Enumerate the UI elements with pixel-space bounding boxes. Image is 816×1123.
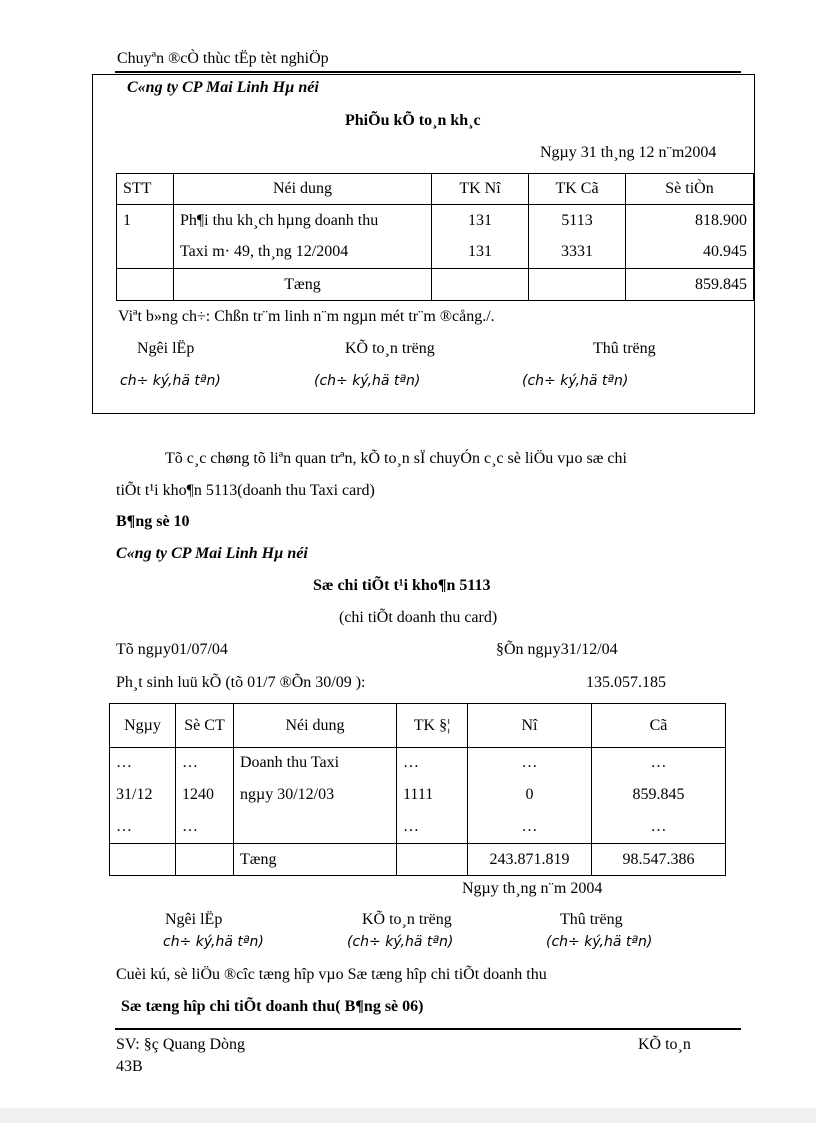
ledger-date-line: Ngµy th¸ng n¨m 2004 (462, 880, 603, 897)
ledger-sign-note-director: (ch÷ ký,hä tªn) (546, 934, 653, 950)
sign-note-preparer: ch÷ ký,hä tªn) (120, 373, 221, 389)
sign-note-chief: (ch÷ ký,hä tªn) (314, 373, 421, 389)
voucher-date: Ngµy 31 th¸ng 12 n¨m2004 (540, 144, 717, 161)
col-description: Néi dung (234, 704, 397, 748)
col-doc-no: Sè CT (176, 704, 234, 748)
ledger-total-credit: 98.547.386 (592, 844, 726, 876)
header-rule (115, 71, 741, 73)
table-row: … … … … … (110, 812, 726, 844)
voucher-table-header (117, 174, 754, 205)
col-amount: Sè tiÒn (626, 174, 754, 205)
voucher-total-row (117, 269, 754, 301)
ledger-total-row (110, 844, 726, 876)
from-date: Tõ ngµy01/07/04 (116, 641, 228, 658)
footer-student: SV: §ç Quang Dòng (116, 1036, 246, 1053)
ledger-signer-director: Thû trëng (560, 911, 623, 928)
voucher-company: C«ng ty CP Mai Linh Hµ néi (127, 79, 319, 96)
ledger-title: Sæ chi tiÕt t¹i kho¶n 5113 (313, 577, 491, 594)
ledger-total-label: Tæng (234, 844, 397, 876)
col-date: Ngµy (110, 704, 176, 748)
table-number-label: B¶ng sè 10 (116, 513, 190, 530)
col-debit-account: TK Nî (432, 174, 529, 205)
table-row: … … Doanh thu Taxi … … … (110, 748, 726, 778)
total-value: 859.845 (626, 269, 754, 301)
ledger-sign-note-preparer: ch÷ ký,hä tªn) (163, 934, 264, 950)
ledger-sign-note-chief: (ch÷ ký,hä tªn) (347, 934, 454, 950)
signer-director: Thû trëng (593, 340, 656, 357)
table-row: 31/12 1240 ngµy 30/12/03 1111 0 859.845 (110, 778, 726, 812)
table-row: 1 Ph¶i thu kh¸ch hµng doanh thu 131 5113 818.900 (117, 205, 754, 237)
col-stt: STT (117, 174, 174, 205)
signer-chief-accountant: KÕ to¸n trëng (345, 340, 435, 357)
closing-text: Cuèi kú, sè liÖu ®cîc tæng hîp vµo Sæ tæng hîp chi tiÕt doanh thu (116, 966, 547, 983)
to-date: §Õn ngµy31/12/04 (496, 641, 618, 658)
accumulated-label: Ph¸t sinh luü kÕ (tõ 01/7 ®Õn 30/09 ): (116, 674, 366, 691)
ledger-signer-chief: KÕ to¸n trëng (362, 911, 452, 928)
table-row: Taxi m· 49, th¸ng 12/2004 131 3331 40.945 (117, 237, 754, 269)
voucher-table (116, 173, 754, 301)
ledger-table-header (110, 704, 726, 748)
page-bottom-strip (0, 1108, 816, 1123)
accumulated-value: 135.057.185 (586, 674, 666, 691)
col-credit: Cã (592, 704, 726, 748)
paragraph-line-2: tiÕt t¹i kho¶n 5113(doanh thu Taxi card) (116, 482, 375, 499)
paragraph-line-1: Tõ c¸c chøng tõ liªn quan trªn, kÕ to¸n sÏ chuyÓn c¸c sè liÖu vµo sæ chi (165, 450, 627, 467)
footer-class: 43B (116, 1058, 143, 1075)
col-debit: Nî (468, 704, 592, 748)
ledger-total-debit: 243.871.819 (468, 844, 592, 876)
ledger-subtitle: (chi tiÕt doanh thu card) (339, 609, 498, 626)
col-content: Néi dung (174, 174, 432, 205)
running-header: Chuyªn ®cÒ thùc tËp tèt nghiÖp (117, 50, 329, 67)
sign-note-director: (ch÷ ký,hä tªn) (522, 373, 629, 389)
footer-rule (115, 1028, 741, 1030)
ledger-signer-preparer: Ngêi lËp (165, 911, 223, 928)
closing-heading: Sæ tæng hîp chi tiÕt doanh thu( B¶ng sè 06) (121, 998, 424, 1015)
col-contra-account: TK §¦ (397, 704, 468, 748)
ledger-company: C«ng ty CP Mai Linh Hµ néi (116, 545, 308, 562)
signer-preparer: Ngêi lËp (137, 340, 195, 357)
voucher-title: PhiÕu kÕ to¸n kh¸c (345, 112, 481, 129)
total-label: Tæng (174, 269, 432, 301)
ledger-table (109, 703, 726, 876)
col-credit-account: TK Cã (529, 174, 626, 205)
amount-in-words: Viªt b»ng ch÷: Chßn tr¨m linh n¨m ngµn mét tr¨m ®cång./. (118, 308, 495, 325)
footer-department: KÕ to¸n (638, 1036, 691, 1053)
